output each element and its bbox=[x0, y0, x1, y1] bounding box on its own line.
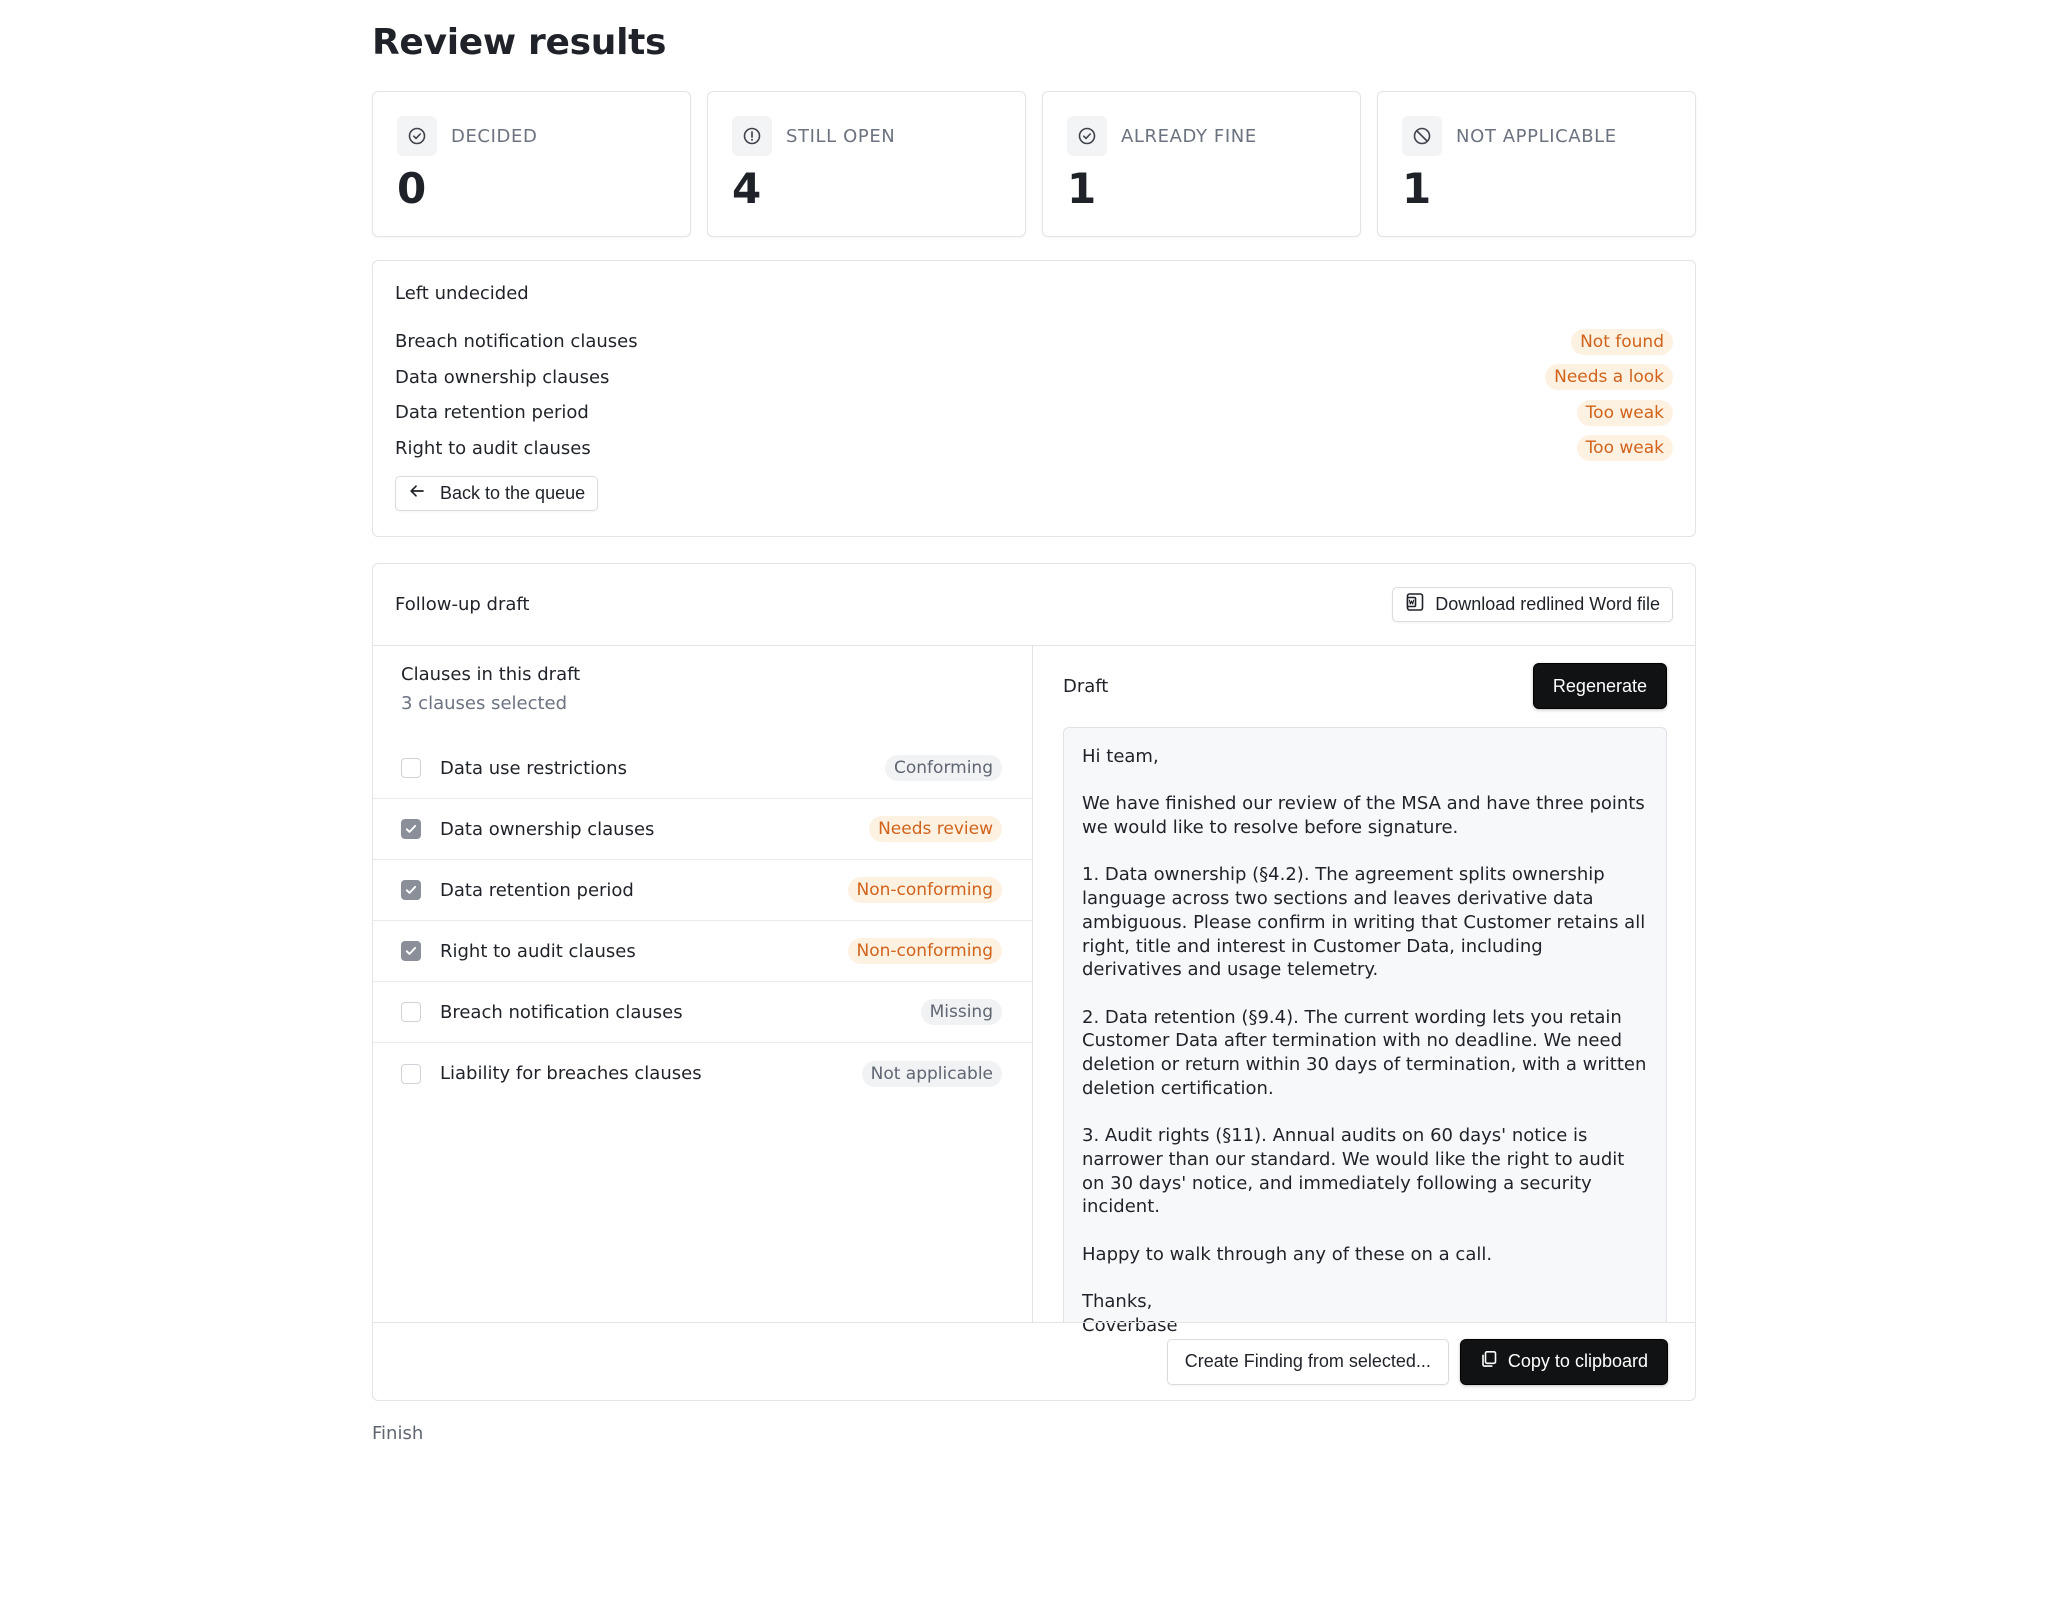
clauses-title: Clauses in this draft bbox=[401, 664, 581, 685]
clause-checkbox[interactable] bbox=[401, 941, 421, 961]
stat-value: 4 bbox=[732, 164, 762, 213]
stats-row bbox=[372, 91, 1696, 237]
draft-signature: Coverbase bbox=[1082, 1314, 1178, 1336]
copy-icon bbox=[1480, 1350, 1498, 1373]
follow-up-draft-card bbox=[372, 563, 1696, 1401]
clause-name: Right to audit clauses bbox=[395, 437, 591, 459]
status-badge: Too weak bbox=[1577, 435, 1673, 461]
clause-name: Right to audit clauses bbox=[440, 940, 636, 962]
draft-signoff: Thanks, bbox=[1082, 1291, 1153, 1313]
button-label: Back to the queue bbox=[440, 483, 586, 503]
checkmark-icon bbox=[404, 822, 418, 836]
clause-row[interactable] bbox=[373, 1043, 1032, 1104]
status-badge: Needs review bbox=[869, 816, 1002, 842]
button-label: Download redlined Word file bbox=[1435, 594, 1660, 614]
status-badge: Not applicable bbox=[862, 1061, 1002, 1087]
section-title: Follow-up draft bbox=[395, 594, 530, 615]
checkmark-icon bbox=[404, 883, 418, 897]
copy-to-clipboard-button[interactable] bbox=[1460, 1339, 1668, 1385]
draft-paragraph: Hi team, bbox=[1082, 746, 1159, 767]
clause-checkbox[interactable] bbox=[401, 880, 421, 900]
check-circle-icon bbox=[397, 116, 437, 156]
stat-value: 0 bbox=[397, 164, 427, 213]
check-circle-icon bbox=[1067, 116, 1107, 156]
list-item bbox=[395, 431, 1673, 467]
clause-name: Breach notification clauses bbox=[440, 1001, 683, 1023]
clause-checkbox[interactable] bbox=[401, 819, 421, 839]
ban-icon bbox=[1402, 116, 1442, 156]
clause-name: Data ownership clauses bbox=[395, 366, 610, 388]
stat-card-already-fine bbox=[1042, 91, 1361, 237]
clause-name: Data ownership clauses bbox=[440, 818, 655, 840]
alert-circle-icon bbox=[732, 116, 772, 156]
status-badge: Needs a look bbox=[1545, 364, 1673, 390]
follow-up-header bbox=[373, 564, 1695, 646]
draft-paragraph: We have finished our review of the MSA and have three points we would like to resolve before signature. bbox=[1082, 793, 1645, 839]
follow-up-footer bbox=[373, 1322, 1695, 1400]
clause-name: Liability for breaches clauses bbox=[440, 1063, 702, 1084]
checkmark-icon bbox=[404, 944, 418, 958]
clauses-list bbox=[373, 738, 1032, 1104]
left-undecided-card bbox=[372, 260, 1696, 537]
download-word-button[interactable] bbox=[1392, 587, 1673, 622]
section-title: Left undecided bbox=[395, 283, 529, 304]
clause-name: Breach notification clauses bbox=[395, 331, 638, 353]
status-badge: Conforming bbox=[885, 755, 1002, 781]
follow-up-body bbox=[373, 646, 1695, 1336]
status-badge: Non-conforming bbox=[848, 877, 1002, 903]
clause-name: Data use restrictions bbox=[440, 757, 627, 779]
clause-name: Data retention period bbox=[395, 402, 589, 424]
draft-text-area[interactable] bbox=[1063, 727, 1667, 1336]
status-badge: Missing bbox=[921, 999, 1002, 1025]
status-badge: Not found bbox=[1571, 329, 1673, 355]
button-label: Copy to clipboard bbox=[1507, 1351, 1648, 1371]
finish-link[interactable]: Finish bbox=[372, 1423, 424, 1444]
list-item bbox=[395, 395, 1673, 431]
undecided-list bbox=[395, 324, 1673, 466]
clause-row[interactable] bbox=[373, 982, 1032, 1043]
list-item bbox=[395, 360, 1673, 396]
stat-label: STILL OPEN bbox=[786, 125, 896, 147]
stat-label: ALREADY FINE bbox=[1121, 125, 1257, 147]
stat-label: DECIDED bbox=[451, 125, 538, 147]
stat-value: 1 bbox=[1067, 164, 1097, 213]
draft-title: Draft bbox=[1063, 675, 1109, 697]
arrow-left-icon bbox=[408, 482, 426, 505]
regenerate-button[interactable]: Regenerate bbox=[1533, 663, 1667, 709]
status-badge: Non-conforming bbox=[848, 938, 1002, 964]
clause-row[interactable] bbox=[373, 860, 1032, 921]
status-badge: Too weak bbox=[1577, 400, 1673, 426]
clause-name: Data retention period bbox=[440, 879, 634, 901]
clause-checkbox[interactable] bbox=[401, 758, 421, 778]
clauses-count: 3 clauses selected bbox=[401, 693, 568, 714]
clause-row[interactable] bbox=[373, 799, 1032, 860]
stat-value: 1 bbox=[1402, 164, 1432, 213]
word-file-icon bbox=[1405, 592, 1425, 617]
draft-paragraph: 2. Data retention (§9.4). The current wording lets you retain Customer Data after termination with no deadline. We need deletion or return within 30 days of termination, with a written deletion certification. bbox=[1082, 1006, 1647, 1099]
clause-row[interactable] bbox=[373, 738, 1032, 799]
clauses-panel bbox=[373, 646, 1033, 1322]
clause-checkbox[interactable] bbox=[401, 1064, 421, 1084]
clause-row[interactable] bbox=[373, 921, 1032, 982]
stat-card-decided bbox=[372, 91, 691, 237]
draft-panel bbox=[1033, 646, 1695, 1336]
page-title: Review results bbox=[372, 22, 667, 63]
stat-card-still-open bbox=[707, 91, 1026, 237]
clause-checkbox[interactable] bbox=[401, 1002, 421, 1022]
stat-label: NOT APPLICABLE bbox=[1456, 125, 1617, 147]
list-item bbox=[395, 324, 1673, 360]
draft-paragraph: Happy to walk through any of these on a call. bbox=[1082, 1243, 1493, 1265]
create-finding-button[interactable]: Create Finding from selected... bbox=[1167, 1339, 1449, 1385]
stat-card-not-applicable bbox=[1377, 91, 1696, 237]
back-to-queue-button[interactable] bbox=[395, 476, 598, 511]
draft-paragraph: 1. Data ownership (§4.2). The agreement splits ownership language across two sections and leaves derivative data ambiguous. Please confirm in writing that Customer retains all right, title and interest in Customer Data, including derivatives and usage telemetry. bbox=[1082, 864, 1646, 981]
draft-paragraph: 3. Audit rights (§11). Annual audits on 60 days' notice is narrower than our standard. We would like the right to audit on 30 days' notice, and immediately following a security incident. bbox=[1082, 1125, 1625, 1218]
